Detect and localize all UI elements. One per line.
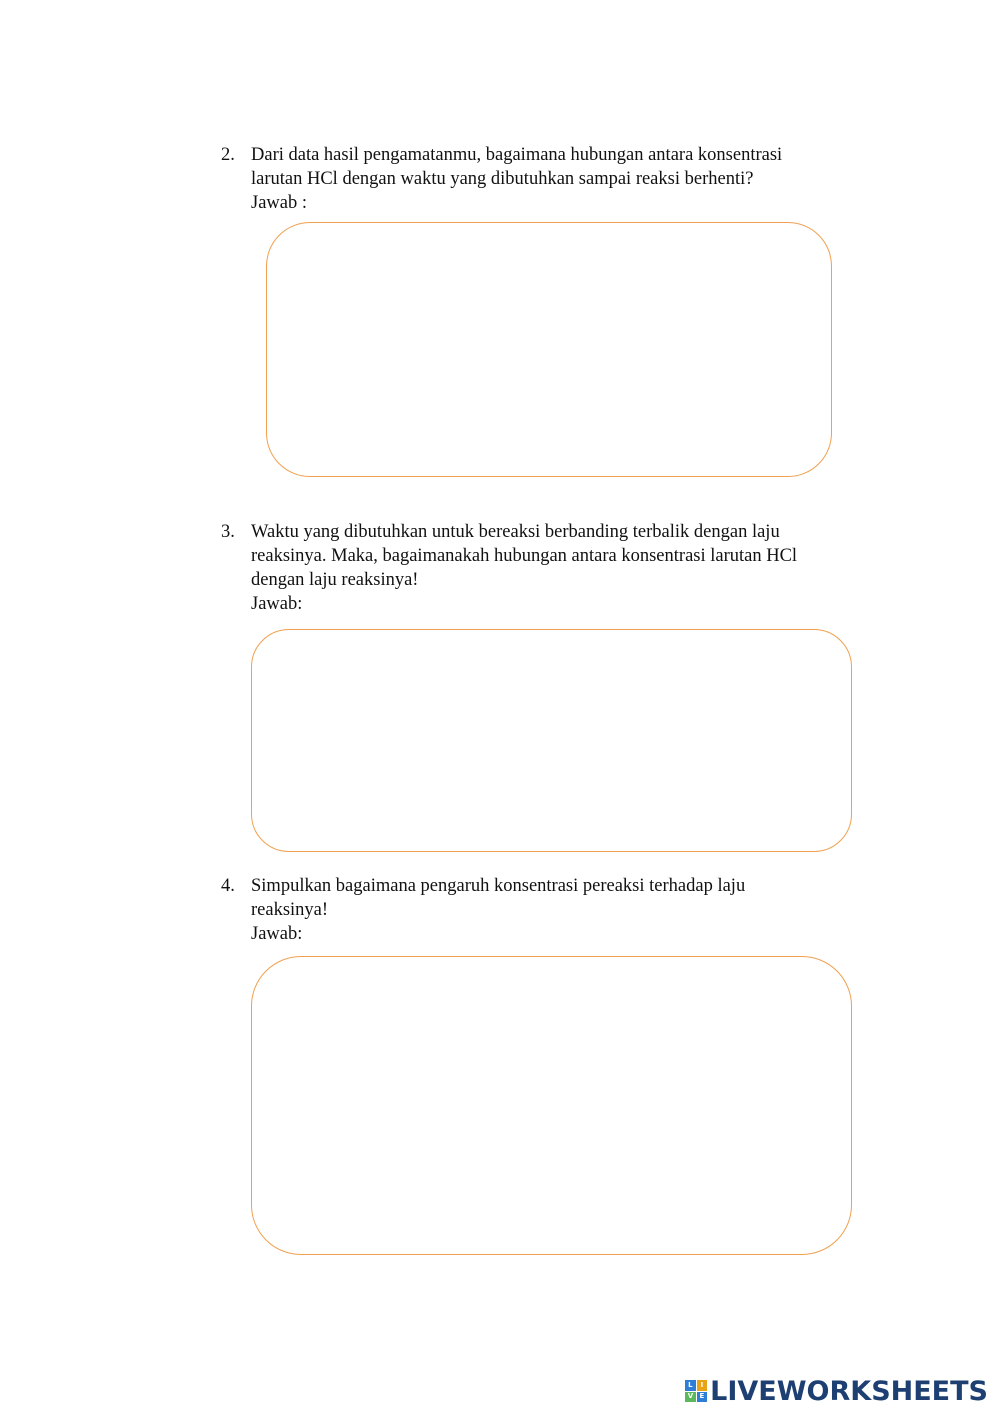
- question-number: 2.: [221, 145, 235, 165]
- question-line: reaksinya!: [251, 900, 329, 920]
- question-number: 3.: [221, 522, 235, 542]
- question-line: dengan laju reaksinya!: [251, 570, 419, 590]
- logo-cell: E: [697, 1392, 708, 1403]
- question-line: Waktu yang dibutuhkan untuk bereaksi berbanding terbalik dengan laju: [251, 522, 780, 542]
- answer-label: Jawab:: [251, 594, 303, 614]
- liveworksheets-brand: [685, 1376, 988, 1406]
- question-text: [251, 143, 861, 215]
- answer-box-2[interactable]: [266, 222, 832, 477]
- question-3: [221, 520, 861, 616]
- liveworksheets-logo-icon: [685, 1380, 707, 1402]
- logo-cell: L: [685, 1380, 696, 1391]
- question-text: [251, 520, 861, 616]
- question-4: [221, 874, 861, 946]
- question-line: Dari data hasil pengamatanmu, bagaimana hubungan antara konsentrasi: [251, 145, 783, 165]
- answer-label: Jawab:: [251, 924, 303, 944]
- question-line: Simpulkan bagaimana pengaruh konsentrasi pereaksi terhadap laju: [251, 876, 746, 896]
- answer-box-4[interactable]: [251, 956, 852, 1255]
- question-number: 4.: [221, 876, 235, 896]
- logo-cell: V: [685, 1392, 696, 1403]
- question-text: [251, 874, 861, 946]
- answer-box-3[interactable]: [251, 629, 852, 852]
- answer-label: Jawab :: [251, 193, 307, 213]
- logo-cell: I: [697, 1380, 708, 1391]
- question-2: [221, 143, 861, 215]
- question-line: larutan HCl dengan waktu yang dibutuhkan sampai reaksi berhenti?: [251, 169, 754, 189]
- brand-name: LIVEWORKSHEETS: [710, 1375, 988, 1407]
- question-line: reaksinya. Maka, bagaimanakah hubungan antara konsentrasi larutan HCl: [251, 546, 798, 566]
